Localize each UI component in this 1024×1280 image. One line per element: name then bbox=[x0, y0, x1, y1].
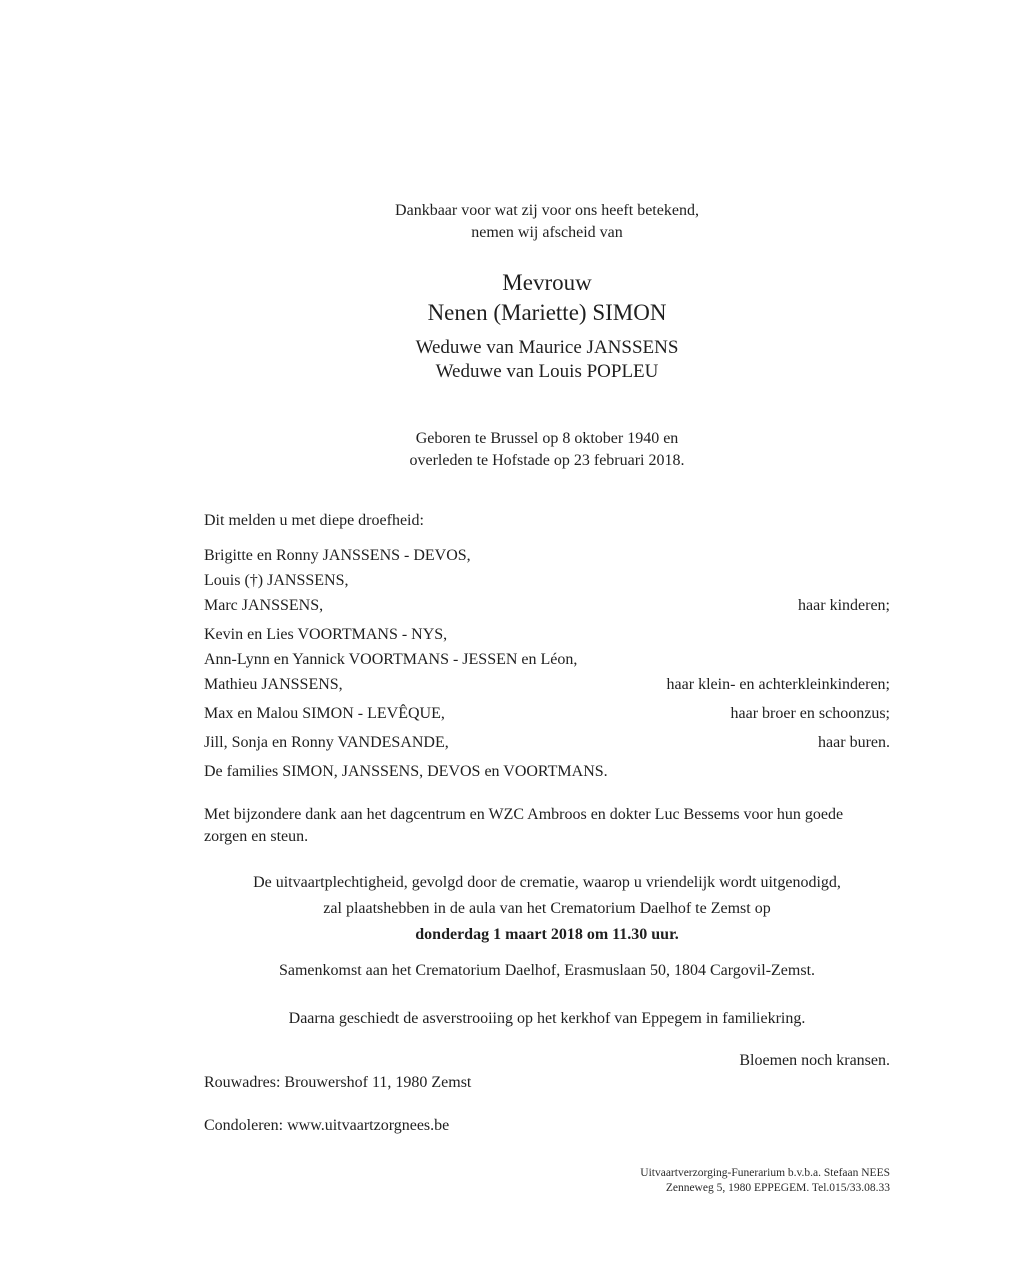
family-names: Mathieu JANSSENS, bbox=[204, 676, 343, 693]
announcement-line: Dit melden u met diepe droefheid: bbox=[204, 512, 424, 529]
family-relation: haar broer en schoonzus; bbox=[730, 705, 890, 722]
deceased-title: Mevrouw bbox=[502, 270, 592, 295]
family-row bbox=[204, 647, 890, 672]
flowers-note: Bloemen noch kransen. bbox=[739, 1052, 890, 1069]
family-relation: haar klein- en achterkleinkinderen; bbox=[666, 676, 890, 693]
family-names: Marc JANSSENS, bbox=[204, 597, 324, 614]
funeral-home-footer bbox=[640, 1166, 890, 1196]
family-names: Jill, Sonja en Ronny VANDESANDE, bbox=[204, 734, 449, 751]
widow-line-2: Weduwe van Louis POPLEU bbox=[435, 361, 659, 382]
thanks-paragraph: Met bijzondere dank aan het dagcentrum en WZC Ambroos en dokter Luc Bessems voor hun goede zorgen en steun. bbox=[204, 806, 844, 845]
intro-text bbox=[204, 200, 890, 244]
died-line: overleden te Hofstade op 23 februari 2018. bbox=[409, 452, 685, 469]
document-content bbox=[204, 200, 890, 1137]
family-names: Ann-Lynn en Yannick VOORTMANS - JESSEN en Léon, bbox=[204, 651, 578, 668]
ceremony-paragraph bbox=[204, 870, 890, 948]
family-row bbox=[204, 543, 890, 568]
gathering-line: Samenkomst aan het Crematorium Daelhof, Erasmuslaan 50, 1804 Cargovil-Zemst. bbox=[278, 962, 816, 979]
family-names: Louis (†) JANSSENS, bbox=[204, 572, 349, 589]
deceased-name-block bbox=[204, 268, 890, 328]
family-names: Brigitte en Ronny JANSSENS - DEVOS, bbox=[204, 547, 471, 564]
family-row bbox=[204, 672, 890, 697]
family-row bbox=[204, 568, 890, 593]
ceremony-date-time: donderdag 1 maart 2018 om 11.30 uur. bbox=[415, 926, 679, 943]
mourning-address: Rouwadres: Brouwershof 11, 1980 Zemst bbox=[204, 1074, 472, 1091]
family-names: Max en Malou SIMON - LEVÊQUE, bbox=[204, 705, 445, 722]
ceremony-line-1: De uitvaartplechtigheid, gevolgd door de crematie, waarop u vriendelijk wordt uitgenodigd, bbox=[253, 874, 841, 891]
birth-death-dates bbox=[204, 428, 890, 472]
widow-block bbox=[204, 336, 890, 384]
family-list bbox=[204, 543, 890, 784]
deceased-name: Nenen (Mariette) SIMON bbox=[427, 300, 667, 325]
family-row bbox=[204, 730, 890, 755]
family-row bbox=[204, 593, 890, 618]
family-names: De families SIMON, JANSSENS, DEVOS en VOORTMANS. bbox=[204, 763, 608, 780]
family-relation: haar buren. bbox=[818, 734, 890, 751]
family-relation: haar kinderen; bbox=[798, 597, 890, 614]
footer-company-line: Uitvaartverzorging-Funerarium b.v.b.a. Stefaan NEES bbox=[640, 1167, 890, 1179]
widow-line-1: Weduwe van Maurice JANSSENS bbox=[415, 337, 679, 358]
intro-line-2: nemen wij afscheid van bbox=[471, 224, 623, 241]
ash-scattering-line: Daarna geschiedt de asverstrooiing op het kerkhof van Eppegem in familiekring. bbox=[288, 1010, 806, 1027]
footer-address-line: Zenneweg 5, 1980 EPPEGEM. Tel.015/33.08.33 bbox=[665, 1182, 890, 1194]
condolences-line: Condoleren: www.uitvaartzorgnees.be bbox=[204, 1117, 450, 1134]
family-names: Kevin en Lies VOORTMANS - NYS, bbox=[204, 626, 448, 643]
family-row bbox=[204, 622, 890, 647]
born-line: Geboren te Brussel op 8 oktober 1940 en bbox=[415, 430, 679, 447]
family-row bbox=[204, 759, 890, 784]
ceremony-line-2: zal plaatshebben in de aula van het Crematorium Daelhof te Zemst op bbox=[323, 900, 771, 917]
family-row bbox=[204, 701, 890, 726]
intro-line-1: Dankbaar voor wat zij voor ons heeft betekend, bbox=[395, 202, 699, 219]
